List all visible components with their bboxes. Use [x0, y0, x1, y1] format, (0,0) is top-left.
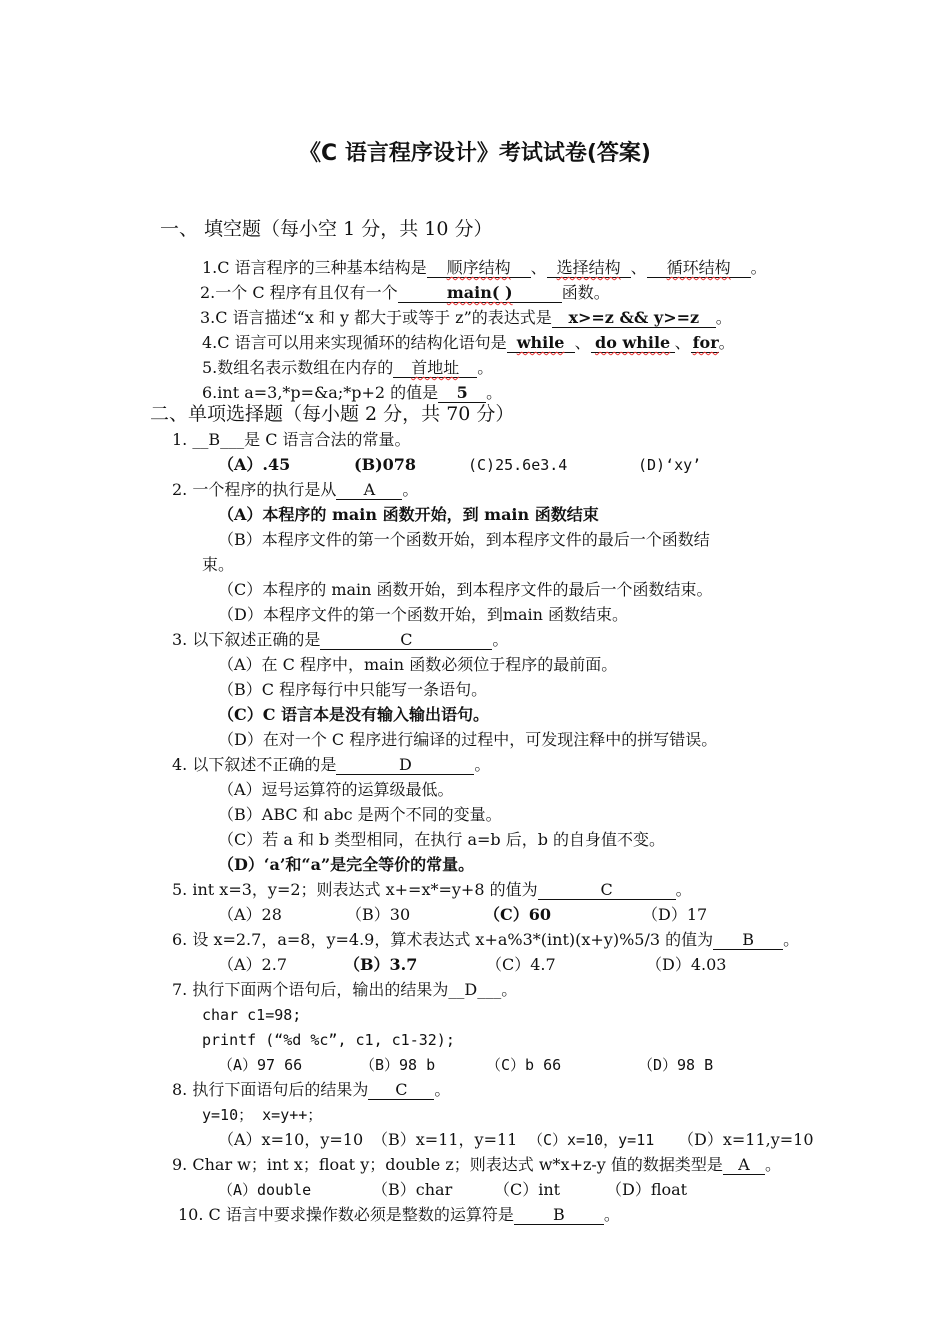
s2-q8-opt-c: （C）x=10，y=11 [528, 1131, 655, 1149]
s2-q4-num: 4. [172, 755, 188, 774]
s2-q2-opt-a: （A）本程序的 main 函数开始，到 main 函数结束 [218, 505, 599, 524]
s2-question-1 [172, 429, 411, 451]
s2-q3-opt-b: （B）C 程序每行中只能写一条语句。 [218, 680, 488, 699]
s2-question-3 [172, 629, 508, 651]
s2-q7-opt-c: （C）b 66 [486, 1056, 562, 1074]
s2-q5-opt-a: （A）28 [218, 905, 282, 924]
s1-q4-answer-1: while [507, 334, 575, 353]
s2-q9-end: 。 [764, 1155, 781, 1174]
s1-q1-text: 1.C 语言程序的三种基本结构是 [202, 258, 427, 277]
s1-q1-answer-2: 选择结构 [547, 259, 631, 278]
s1-q6-answer: 5 [438, 384, 486, 403]
s2-q5-opt-b: （B）30 [346, 905, 411, 924]
s2-q6-opt-d: （D）4.03 [646, 955, 727, 974]
s1-q3-text: C 语言描述“x 和 y 都大于或等于 z”的表达式是 [215, 308, 552, 327]
s2-question-6 [172, 929, 799, 951]
s2-q3-opt-c: （C）C 语言本是没有输入输出语句。 [218, 705, 490, 724]
s2-q2-opt-b-cont: 束。 [202, 555, 235, 574]
s2-q8-text: 执行下面语句后的结果为 [192, 1080, 369, 1099]
s2-q3-num: 3. [172, 630, 188, 649]
s2-q3-opt-d: （D）在对一个 C 程序进行编译的过程中，可发现注释中的拼写错误。 [218, 730, 718, 749]
s2-q9-opt-a: （A）double [218, 1181, 312, 1199]
exam-title: 《C 语言程序设计》考试试卷(答案) [299, 141, 651, 166]
s2-q6-num: 6. [172, 930, 188, 949]
s1-question-4 [202, 332, 735, 354]
s2-q4-opt-a: （A）逗号运算符的运算级最低。 [218, 780, 454, 799]
section2-heading: 二、单项选择题（每小题 2 分，共 70 分） [150, 403, 515, 425]
s2-q6-opt-a: （A）2.7 [218, 955, 288, 974]
s2-q1-opt-a: （A）.45 [218, 455, 291, 474]
s2-q6-opt-c: （C）4.7 [486, 955, 556, 974]
s1-q4-answer-3: for [692, 333, 719, 352]
s2-q2-num: 2. [172, 480, 188, 499]
s1-question-1 [202, 257, 767, 279]
s2-question-5 [172, 879, 692, 901]
s1-q6-end: 。 [486, 383, 503, 402]
s2-q2-opt-b: （B）本程序文件的第一个函数开始，到本程序文件的最后一个函数结 [218, 530, 710, 549]
s2-q7-code-1: char c1=98; [202, 1006, 302, 1024]
s2-q1-opt-c: (C)25.6e3.4 [468, 456, 568, 474]
s2-q3-opt-a: （A）在 C 程序中，main 函数必须位于程序的最前面。 [218, 655, 618, 674]
s2-q9-num: 9. [172, 1155, 188, 1174]
s2-q10-end: 。 [603, 1205, 620, 1224]
s2-q4-opt-b: （B）ABC 和 abc 是两个不同的变量。 [218, 805, 502, 824]
s2-q5-end: 。 [675, 880, 692, 899]
s1-q5-answer: 首地址 [393, 359, 477, 378]
s2-q8-end: 。 [434, 1080, 451, 1099]
s2-q8-opt-d: （D）x=11,y=10 [678, 1130, 814, 1149]
s1-question-3 [200, 307, 732, 329]
s1-q4-answer-2: do while [591, 334, 675, 353]
s2-q7-num: 7. [172, 980, 188, 999]
s1-q2-num: 2. [200, 283, 216, 302]
s2-question-9 [172, 1154, 781, 1176]
s2-q8-opt-b: （B）x=11，y=11 [372, 1130, 518, 1149]
s2-q9-text: Char w；int x；float y；double z；则表达式 w*x+z-y 值的数据类型是 [192, 1155, 723, 1174]
s1-q4-text: 4.C 语言可以用来实现循环的结构化语句是 [202, 333, 507, 352]
s2-q7-text: 执行下面两个语句后，输出的结果为 [192, 980, 449, 999]
s2-q4-answer: D [336, 756, 474, 775]
s2-question-8 [172, 1079, 450, 1101]
s1-q4-end: 。 [718, 333, 735, 352]
s1-q3-num: 3. [200, 308, 216, 327]
s2-q1-opt-b: (B)078 [354, 455, 417, 474]
s1-q1-end: 。 [750, 258, 767, 277]
s1-q2-text: 一个 C 程序有且仅有一个 [215, 283, 398, 302]
s1-question-5 [202, 357, 493, 379]
s2-q10-text: C 语言中要求操作数必须是整数的运算符是 [208, 1205, 514, 1224]
s2-q8-answer: C [368, 1081, 434, 1100]
s2-q3-end: 。 [492, 630, 509, 649]
s1-q2-end: 函数。 [561, 283, 610, 302]
s2-q6-end: 。 [783, 930, 800, 949]
s2-q4-text: 以下叙述不正确的是 [192, 755, 337, 774]
s2-question-10 [178, 1204, 620, 1226]
s2-q8-code-1: y=10； x=y++； [202, 1106, 323, 1124]
s2-q7-code-2: printf (“%d %c”, c1, c1-32); [202, 1031, 455, 1049]
s2-q9-opt-d: （D）float [606, 1180, 688, 1199]
s2-q2-answer: A [336, 481, 402, 500]
s2-q2-text: 一个程序的执行是从 [192, 480, 337, 499]
s2-q1-text: 是 C 语言合法的常量。 [244, 430, 411, 449]
s2-q5-answer: C [538, 881, 676, 900]
s2-q5-text: int x=3，y=2；则表达式 x+=x*=y+8 的值为 [192, 880, 538, 899]
s2-question-4 [172, 754, 490, 776]
s2-q6-text: 设 x=2.7，a=8，y=4.9，算术表达式 x+a%3*(int)(x+y)%5/3 的值为 [192, 930, 714, 949]
s1-q2-answer: main( ) [398, 284, 562, 303]
s2-q7-end: 。 [501, 980, 518, 999]
s1-q3-answer: x>=z && y>=z [552, 309, 716, 328]
s1-q1-answer-1: 顺序结构 [427, 259, 531, 278]
s2-q2-opt-d: （D）本程序文件的第一个函数开始，到main 函数结束。 [218, 605, 629, 624]
s2-q4-opt-c: （C）若 a 和 b 类型相同，在执行 a=b 后，b 的自身值不变。 [218, 830, 666, 849]
s1-q3-end: 。 [715, 308, 732, 327]
s2-q5-opt-d: （D）17 [642, 905, 708, 924]
s2-q4-opt-d: （D）‘a’和“a”是完全等价的常量。 [218, 855, 475, 874]
s1-q5-text: 5.数组名表示数组在内存的 [202, 358, 394, 377]
s1-q1-sep-1: 、 [530, 258, 547, 277]
s2-q6-answer: B [713, 931, 783, 950]
s1-question-2 [200, 282, 610, 304]
s2-q4-end: 。 [474, 755, 491, 774]
s1-q4-sep-1: 、 [574, 333, 591, 352]
s2-q10-answer: B [514, 1206, 604, 1225]
s2-q7-opt-d: （D）98 B [638, 1056, 714, 1074]
s2-q3-text: 以下叙述正确的是 [192, 630, 321, 649]
s2-q1-answer: __B___ [192, 430, 245, 449]
s2-q9-answer: A [723, 1156, 765, 1175]
s2-q8-opt-a: （A）x=10，y=10 [218, 1130, 364, 1149]
s2-q5-num: 5. [172, 880, 188, 899]
s2-q9-opt-c: （C）int [494, 1180, 561, 1199]
section1-heading: 一、 填空题（每小空 1 分，共 10 分） [160, 218, 493, 240]
s2-q6-opt-b: （B）3.7 [344, 955, 418, 974]
s2-q9-opt-b: （B）char [372, 1180, 453, 1199]
s2-q2-opt-c: （C）本程序的 main 函数开始，到本程序文件的最后一个函数结束。 [218, 580, 713, 599]
s1-q1-answer-3: 循环结构 [647, 259, 751, 278]
s2-q2-end: 。 [402, 480, 419, 499]
s2-question-7 [172, 979, 517, 1001]
s2-q5-opt-c: （C）60 [484, 905, 552, 924]
s2-q10-num: 10. [178, 1205, 204, 1224]
s2-q7-answer: __D___ [448, 980, 502, 999]
s2-q7-opt-a: （A）97 66 [218, 1056, 303, 1074]
s1-q6-text: 6.int a=3,*p=&a;*p+2 的值是 [202, 383, 439, 402]
s1-q4-sep-2: 、 [674, 333, 691, 352]
s2-q8-num: 8. [172, 1080, 188, 1099]
s1-q5-end: 。 [477, 358, 494, 377]
s2-q1-opt-d: (D)‘xy’ [638, 456, 702, 474]
s2-q3-answer: C [320, 631, 492, 650]
s2-q7-opt-b: （B）98 b [360, 1056, 436, 1074]
s1-q1-sep-2: 、 [630, 258, 647, 277]
s2-question-2 [172, 479, 418, 501]
s2-q1-num: 1. [172, 430, 188, 449]
